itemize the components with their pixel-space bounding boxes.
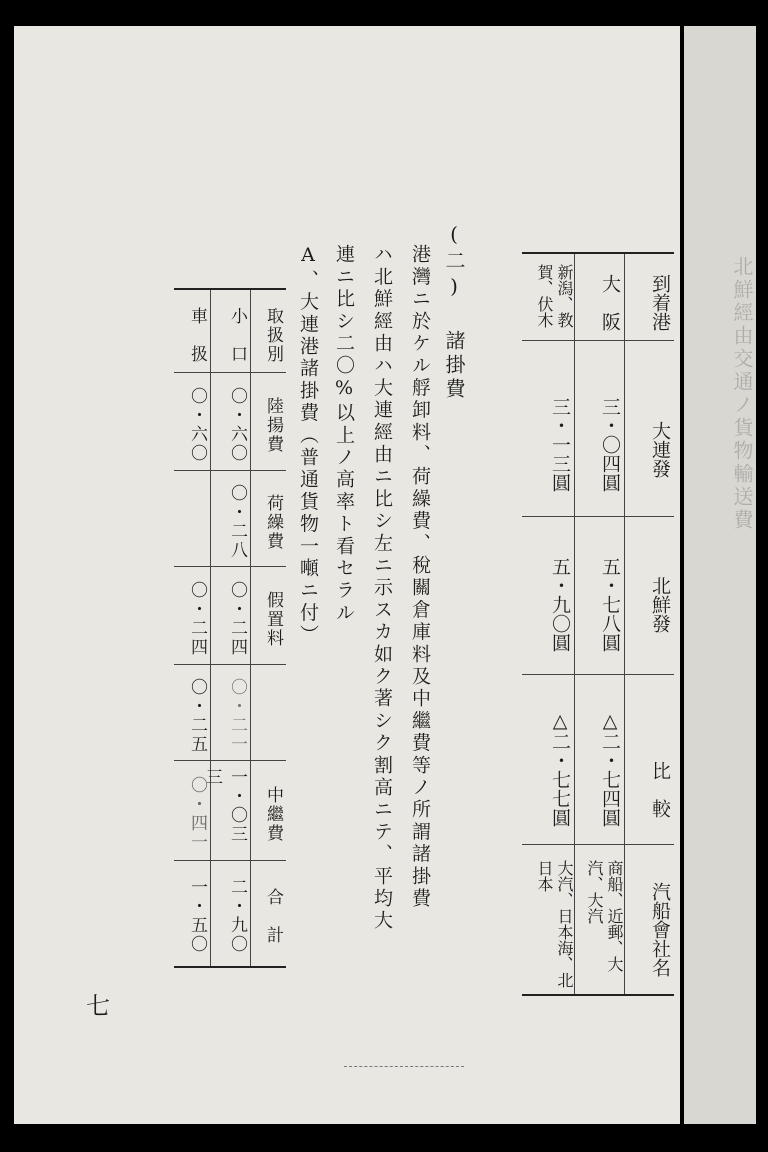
page-number: 七 [86, 992, 110, 1020]
header-company: 汽船會社名 [649, 881, 671, 977]
t2-header-landing: 陸揚費 [263, 396, 283, 454]
row1-compare: △二・七四圓 [599, 710, 621, 827]
freight-comparison-table [522, 252, 674, 996]
row2-port: 新潟、教賀、伏木 [535, 264, 574, 328]
t2-row1-kind: 小 口 [227, 306, 247, 364]
t2-row1-total: 二・九〇 [227, 878, 247, 954]
paragraph-line-1: 港灣ニ於ケル艀卸料、荷繰費、稅關倉庫料及中繼費等ノ所謂諸掛費 [409, 244, 431, 910]
header-compare: 比 較 [649, 760, 671, 818]
t2-row1-landing: 〇・六〇 [227, 387, 247, 463]
bleed-through-text: 北鮮經由交通ノ貨物輸送費 [730, 256, 754, 532]
document-page [14, 26, 680, 1124]
t2-row2-landing: 〇・六〇 [187, 387, 207, 463]
row1-company: 商船、近郵、大汽、大汽 [585, 860, 624, 972]
t2-header-handling: 荷繰費 [263, 493, 283, 551]
header-from-beixian: 北鮮發 [649, 575, 671, 633]
header-port: 到着港 [649, 273, 671, 331]
t2-row1-handling: 〇・二八 [227, 484, 247, 560]
header-from-dalian: 大連發 [649, 420, 671, 478]
t2-header-total: 合 計 [263, 887, 283, 945]
row2-company: 大汽、日本海、北日本 [535, 860, 574, 988]
row1-from-beixian: 五・七八圓 [599, 556, 621, 652]
t2-row1-storage: 〇・二四 [227, 581, 247, 657]
paragraph-line-3: 連ニ比シ二〇%以上ノ高率ト看セラル [333, 244, 355, 625]
t2-row1-col5: 〇・二一 [227, 678, 247, 754]
t2-row1-relay: 一・〇三三 [202, 768, 247, 844]
dalian-port-charges-table [174, 288, 286, 968]
row2-from-beixian: 五・九〇圓 [549, 556, 571, 652]
t2-row2-total: 一・五〇 [187, 878, 207, 954]
t2-row2-kind: 車 扱 [187, 306, 207, 364]
t2-header-relay: 中繼費 [263, 785, 283, 843]
row2-from-dalian: 三・一三圓 [549, 396, 571, 492]
paragraph-line-4: A、大連港諸掛費（普通貨物一噸ニ付） [297, 244, 319, 647]
divider [344, 1066, 464, 1067]
t2-header-blank [252, 664, 286, 760]
section-title: (二) 諸掛費 [442, 222, 466, 402]
row2-compare: △二・七七圓 [549, 710, 571, 827]
facing-page-edge [684, 26, 756, 1124]
t2-row2-relay: 〇・四一 [187, 776, 207, 852]
t2-header-storage: 假置料 [263, 590, 283, 648]
paragraph-line-2: ハ北鮮經由ハ大連經由ニ比シ左ニ示スカ如ク著シク割高ニテ、平均大 [371, 244, 393, 933]
t2-header-kind: 取扱別 [263, 306, 283, 364]
row1-port: 大 阪 [599, 273, 621, 331]
t2-row2-storage: 〇・二四 [187, 581, 207, 657]
t2-row2-handling [174, 470, 210, 566]
t2-row2-col5: 〇・二五 [187, 678, 207, 754]
row1-from-dalian: 三・〇四圓 [599, 396, 621, 492]
